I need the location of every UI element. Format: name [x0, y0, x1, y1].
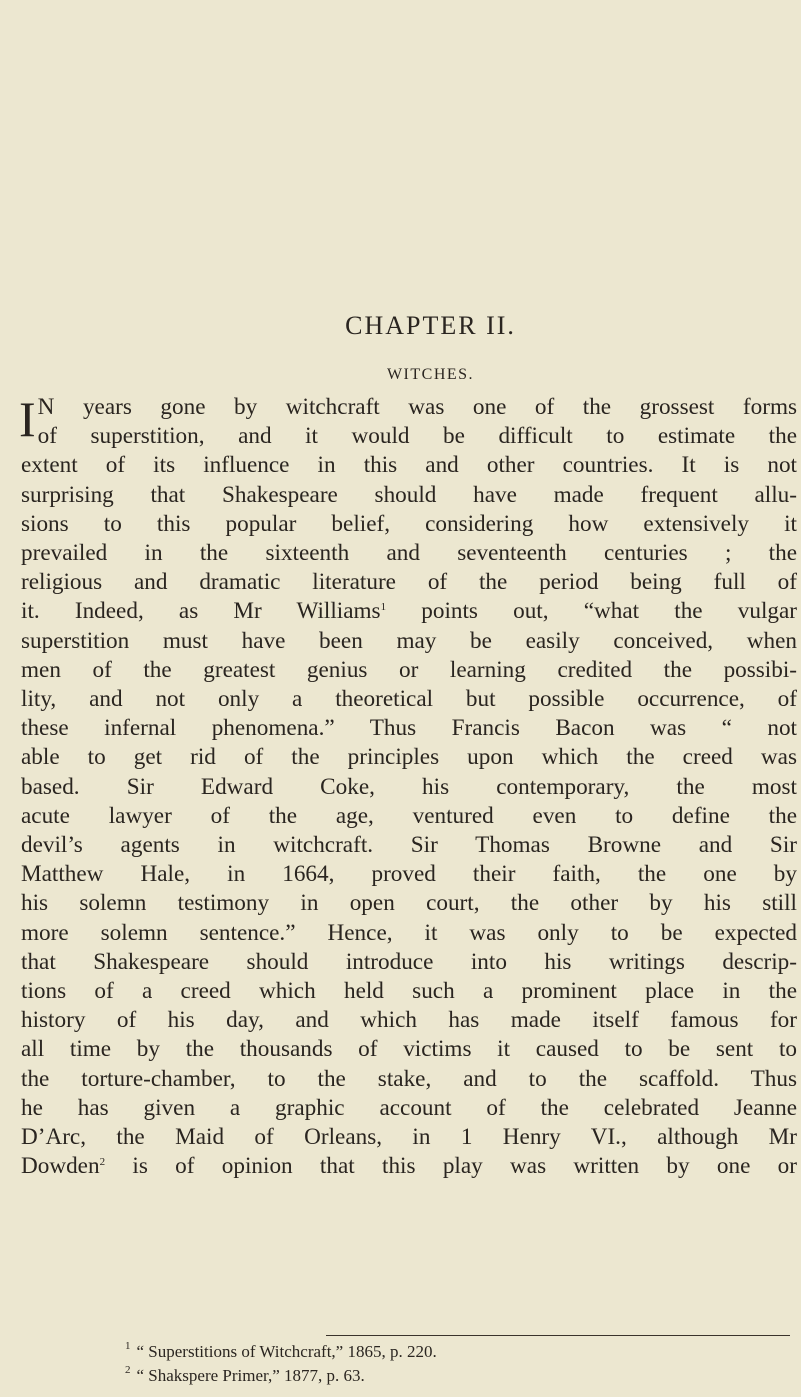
text-line: N years gone by witchcraft was one of the grossest forms [37, 394, 797, 420]
footnote-text: “ Shakspere Primer,” 1877, p. 63. [136, 1366, 365, 1385]
text-line: devil’s agents in witchcraft. Sir Thomas Browne and Sir [21, 832, 797, 859]
text-line: the torture-chamber, to the stake, and to the scaffold. Thus [21, 1065, 797, 1092]
text-line: all time by the thousands of victims it caused to be sent to [21, 1036, 797, 1063]
text-line: lity, and not only a theoretical but possible occurrence, of [21, 686, 797, 713]
text-line: based. Sir Edward Coke, his contemporary, the most [21, 773, 797, 800]
text-line-with-ref [21, 597, 797, 626]
text-line: men of the greatest genius or learning credited the possibi- [21, 656, 797, 683]
footnote [125, 1340, 765, 1364]
text-line-part: it. Indeed, as Mr Williams [21, 598, 381, 625]
text-line-part: Dowden [21, 1153, 100, 1180]
text-line: able to get rid of the principles upon which the creed was [21, 744, 797, 771]
footnote-marker: 2 [125, 1364, 131, 1376]
footnote-marker: 1 [125, 1340, 131, 1352]
text-line: these infernal phenomena.” Thus Francis Bacon was “ not [21, 715, 797, 742]
chapter-heading: CHAPTER II. [345, 311, 516, 340]
text-line: history of his day, and which has made itself famous for [21, 1007, 797, 1034]
text-line: sions to this popular belief, considering how extensively it [21, 510, 797, 537]
text-line-part: is of opinion that this play was written by one or [105, 1153, 797, 1180]
text-line-part: points out, “what the vulgar [386, 598, 797, 625]
section-heading: WITCHES. [386, 366, 475, 383]
text-line: more solemn sentence.” Hence, it was only to be expected [21, 919, 797, 946]
text-line: that Shakespeare should introduce into his writings descrip- [21, 948, 797, 975]
text-line: his solemn testimony in open court, the other by his still [21, 890, 797, 917]
drop-cap: I [19, 391, 36, 447]
footnote-divider [326, 1335, 790, 1336]
footnote-text: “ Superstitions of Witchcraft,” 1865, p. 220. [136, 1342, 437, 1361]
text-line: tions of a creed which held such a prominent place in the [21, 978, 797, 1005]
text-line: superstition must have been may be easily conceived, when [21, 627, 797, 654]
text-line: prevailed in the sixteenth and seventeenth centuries ; the [21, 540, 797, 567]
footnote-ref: 1 [380, 601, 387, 614]
text-line: of superstition, and it would be difficult to estimate the [37, 423, 797, 450]
text-line: religious and dramatic literature of the period being full of [21, 569, 797, 596]
footnote-ref: 2 [99, 1156, 106, 1169]
footnote [125, 1364, 765, 1388]
text-line: D’Arc, the Maid of Orleans, in 1 Henry VI., although Mr [21, 1124, 797, 1151]
text-line-with-ref [21, 1152, 797, 1181]
text-line: acute lawyer of the age, ventured even to define the [21, 802, 797, 829]
footnotes [125, 1340, 765, 1388]
text-line: extent of its influence in this and other countries. It is not [21, 452, 797, 479]
text-line: he has given a graphic account of the celebrated Jeanne [21, 1094, 797, 1121]
text-line: surprising that Shakespeare should have made frequent allu- [21, 481, 797, 508]
text-line: Matthew Hale, in 1664, proved their faith, the one by [21, 861, 797, 888]
body-text [21, 393, 797, 1181]
